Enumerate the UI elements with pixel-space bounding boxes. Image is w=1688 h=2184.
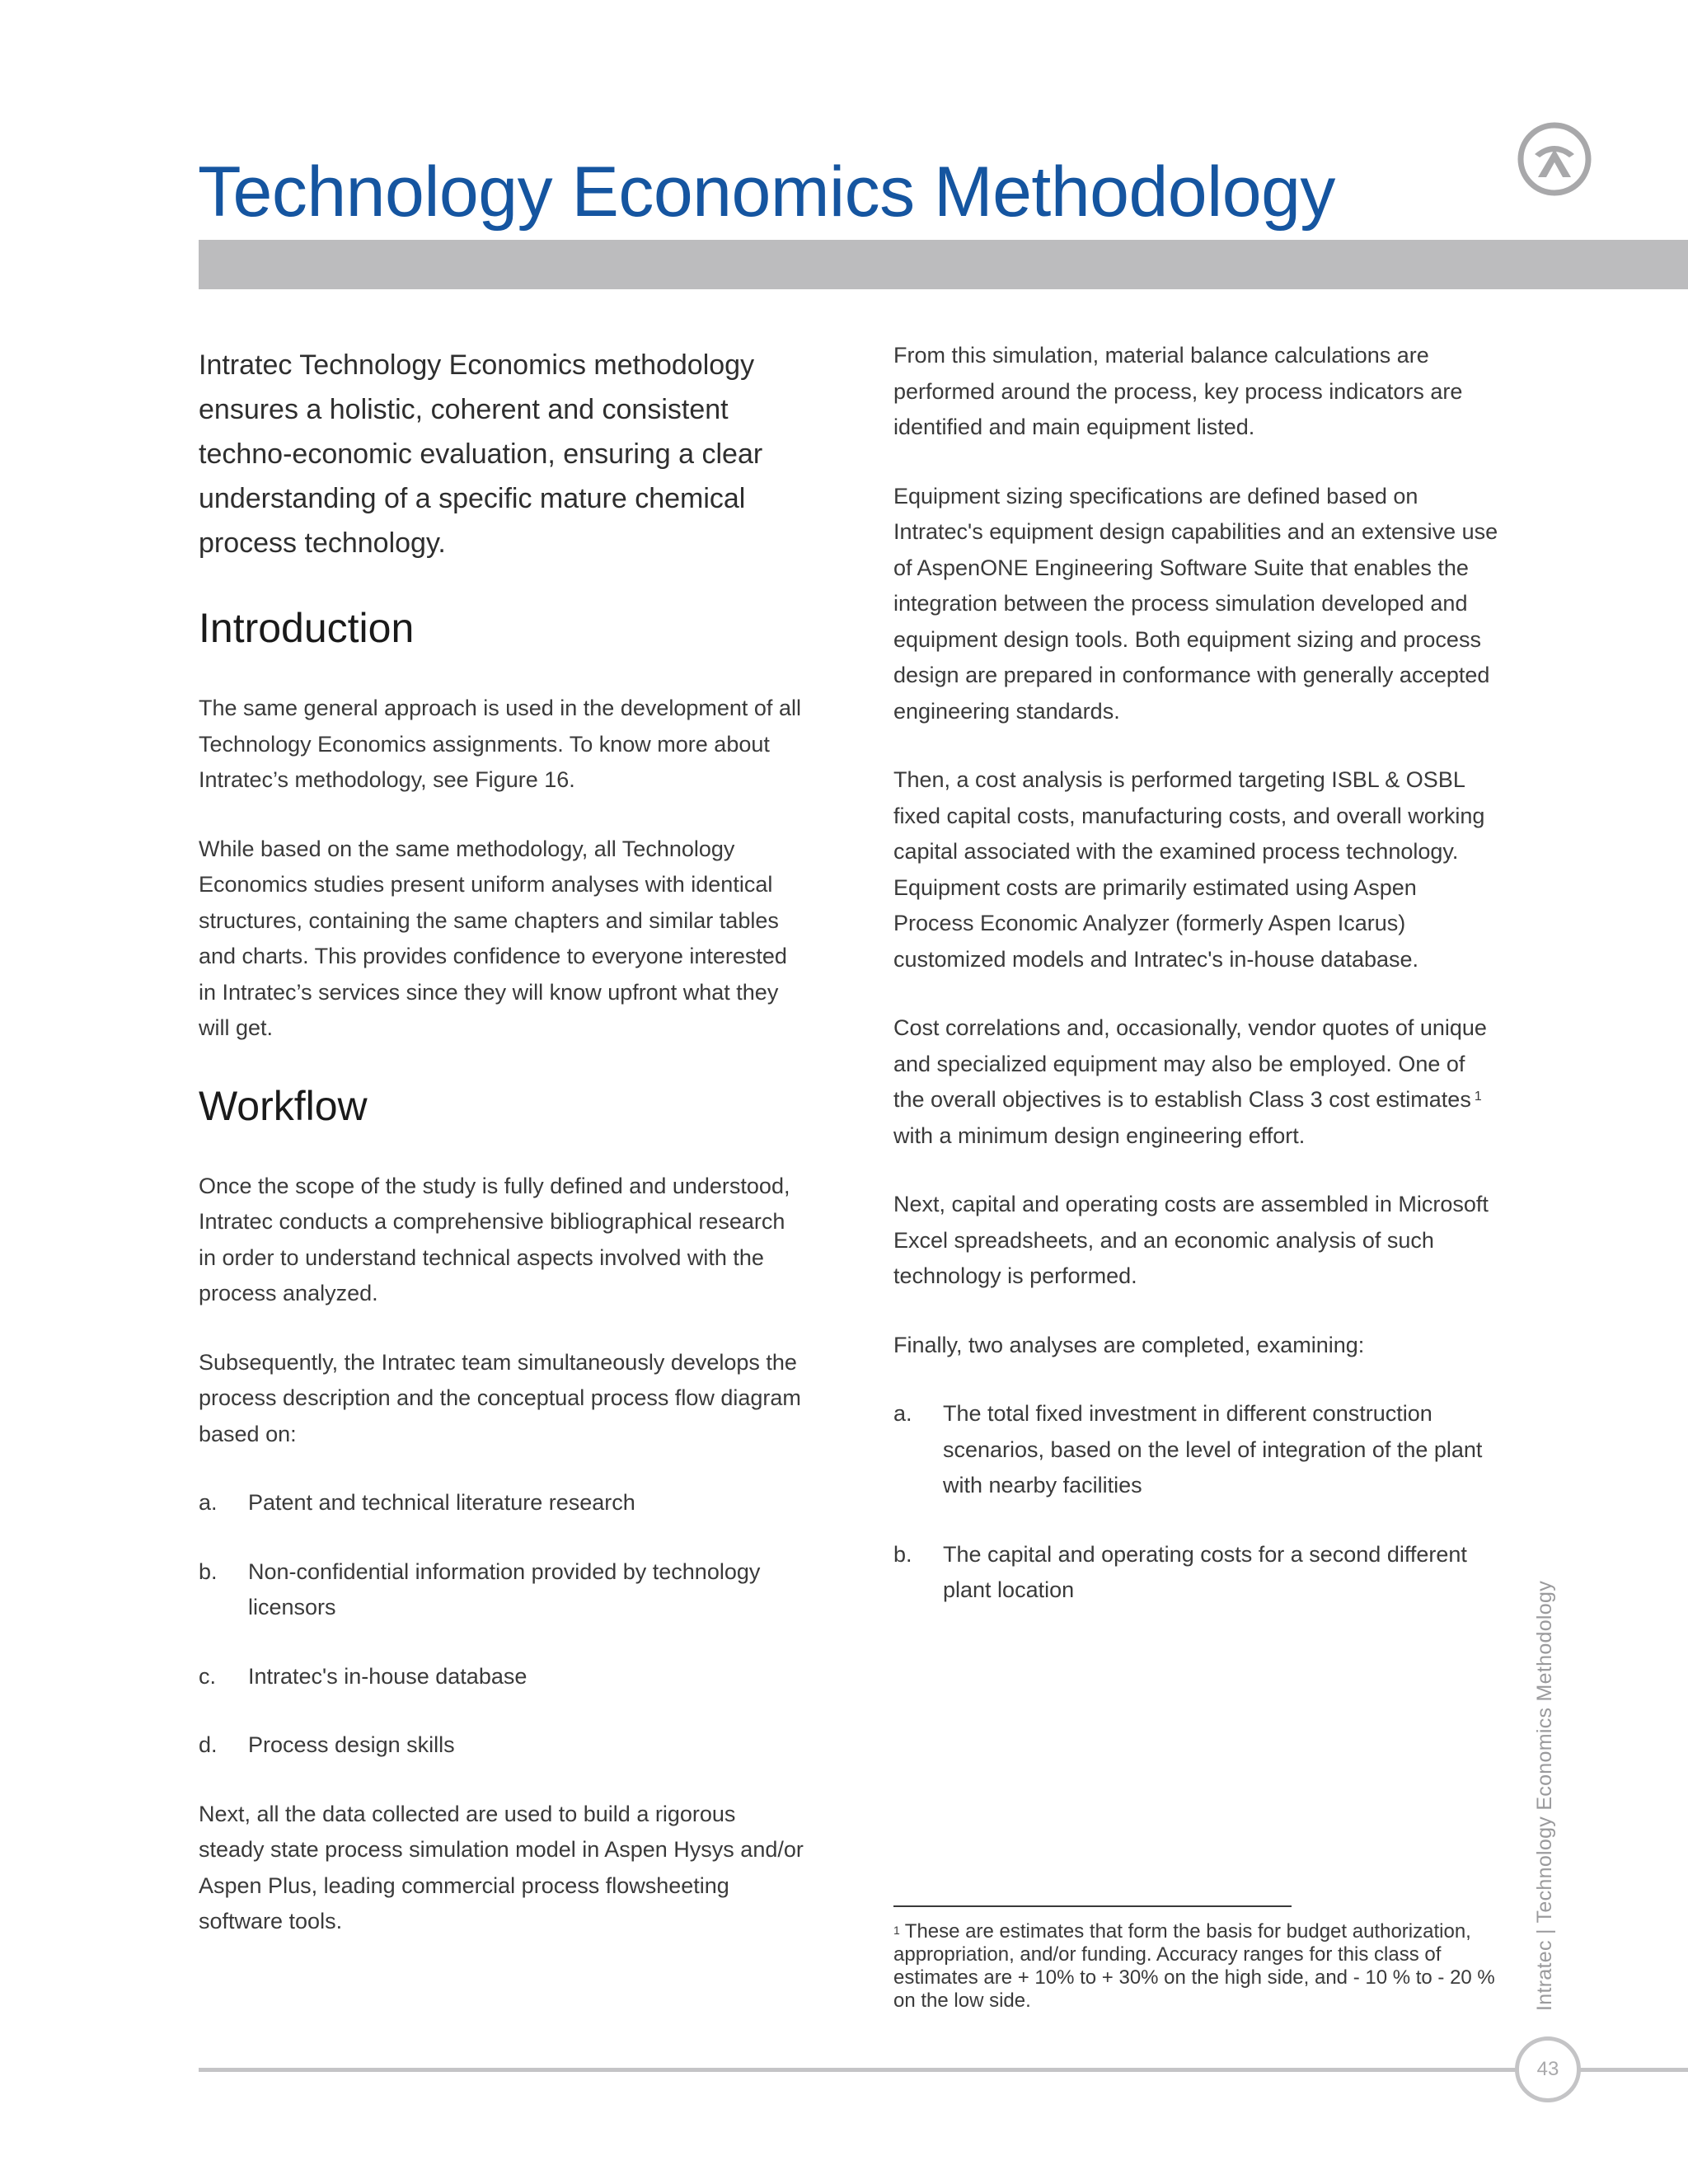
footnote-reference[interactable]: 1 [1474,1090,1482,1104]
paragraph: Then, a cost analysis is performed targeting ISBL & OSBL fixed capital costs, manufacturing costs, and overall working capital associated with the examined process technology. Equipment costs are primarily estimated using Aspen Process Economic Analyzer (formerly Aspen Icarus) customized models and Intratec's in-house database. [893,767,1485,972]
list-letter: b. [199,1558,218,1584]
introduction-heading: Introduction [199,605,415,651]
list-letter: b. [893,1541,912,1567]
list-letter: a. [199,1490,218,1515]
list-item [893,1396,1499,1504]
paragraph-with-footnote-ref [893,1010,1499,1154]
footnote-marker: 1 [893,1924,900,1937]
footnote-divider [893,1905,1292,1907]
list-item [199,1554,804,1626]
paragraph: From this simulation, material balance calculations are performed around the process, key process indicators are identified and main equipment listed. [893,343,1463,439]
list-text: Non-confidential information provided by technology licensors [248,1558,761,1619]
list-item [199,1485,804,1521]
paragraph: Next, capital and operating costs are assembled in Microsoft Excel spreadsheets, and an economic analysis of such technology is performed. [893,1192,1489,1288]
right-column [893,338,1499,1642]
page-title: Technology Economics Methodology [198,152,1335,232]
footnote-text: These are estimates that form the basis for budget authorization, appropriation, and/or funding. Accuracy ranges for this class of estimates are + 10% to + 30% on the high side, and - 10 % to - 20 % on the low side. [893,1920,1495,2012]
page-number: 43 [1515,2036,1581,2102]
list-item [199,1659,804,1695]
paragraph: Subsequently, the Intratec team simultaneously develops the process description and the conceptual process flow diagram based on: [199,1349,801,1446]
paragraph: Once the scope of the study is fully defined and understood, Intratec conducts a comprehensive bibliographical research in order to understand technical aspects involved with the process analyzed. [199,1173,790,1305]
lead-paragraph: Intratec Technology Economics methodology ensures a holistic, coherent and consistent techno-economic evaluation, ensuring a clear understanding of a specific mature chemical process technology. [199,349,763,559]
paragraph: Equipment sizing specifications are defined based on Intratec's equipment design capabilities and an extensive use of AspenONE Engineering Software Suite that enables the integration between the process simulation developed and equipment design tools. Both equipment sizing and process design are prepared in conformance with generally accepted engineering standards. [893,483,1498,724]
left-column [199,338,804,1973]
list-item [893,1537,1499,1609]
list-text: Process design skills [248,1732,455,1757]
paragraph-text: Cost correlations and, occasionally, vendor quotes of unique and specialized equipment may also be employed. One of the overall objectives is to establish Class 3 cost estimates [893,1015,1487,1112]
footer-rule [199,2068,1688,2072]
paragraph: Finally, two analyses are completed, examining: [893,1332,1365,1357]
paragraph: The same general approach is used in the development of all Technology Economics assignments. To know more about Intratec’s methodology, see Figure 16. [199,696,801,792]
list-letter: a. [893,1401,912,1426]
paragraph: Next, all the data collected are used to build a rigorous steady state process simulation model in Aspen Hysys and/or Aspen Plus, leading commercial process flowsheeting software tools. [199,1801,804,1933]
list-letter: d. [199,1732,218,1757]
list-text: Patent and technical literature research [248,1490,635,1515]
list-text: The total fixed investment in different construction scenarios, based on the level of integration of the plant with nearby facilities [943,1401,1483,1497]
title-bar [199,240,1688,289]
side-running-header: Intratec | Technology Economics Methodology [1533,1581,1556,2011]
workflow-heading: Workflow [199,1082,368,1129]
footnote [893,1920,1503,2013]
list-letter: c. [199,1663,217,1689]
list-text: The capital and operating costs for a second different plant location [943,1541,1467,1602]
list-text: Intratec's in-house database [248,1663,528,1689]
paragraph: While based on the same methodology, all Technology Economics studies present uniform analyses with identical structures, containing the same chapters and similar tables and charts. This provides confidence to everyone interested in Intratec’s services since they will know upfront what they will get. [199,836,787,1040]
list-item [199,1727,804,1764]
paragraph-text: with a minimum design engineering effort. [893,1122,1306,1148]
intratec-logo-icon [1517,121,1592,197]
